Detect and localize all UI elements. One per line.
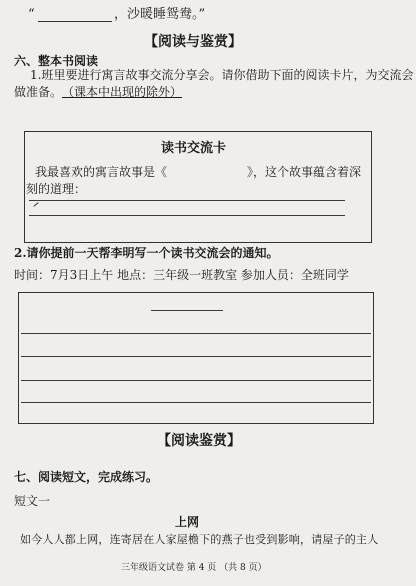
- section-6-title: 六、整本书阅读: [14, 54, 99, 68]
- article-title: 上网: [175, 515, 200, 529]
- poem-line: ，沙暖睡鸳鸯。”: [114, 7, 206, 22]
- open-quote: “: [28, 7, 35, 22]
- notice-line-1[interactable]: [21, 333, 371, 334]
- notice-info: 时间：7月3日上午 地点：三年级一班教室 参加人员：全班同学: [14, 268, 349, 282]
- notice-writing-box: [18, 292, 374, 424]
- favorite-story-blank[interactable]: [181, 165, 245, 178]
- section-header-reading-appreciation: 【阅读与鉴赏】: [144, 34, 242, 50]
- question-1-text: 1.班里要进行寓言故事交流分享会。请你借助下面的阅读卡片，为交流会: [30, 68, 414, 82]
- question-2-text: 2.请你提前一天帮李明写一个读书交流会的通知。: [14, 246, 279, 260]
- notice-line-2[interactable]: [21, 356, 371, 357]
- notice-line-3[interactable]: [21, 380, 371, 381]
- card-title: 读书交流卡: [161, 141, 227, 156]
- passage-label: 短文一: [14, 494, 51, 508]
- reading-exchange-card: [24, 131, 372, 243]
- card-answer-line-1[interactable]: [29, 200, 345, 201]
- question-1-text-cont: 做准备。: [14, 85, 63, 99]
- question-1-note: （课本中出现的除外）: [62, 85, 183, 99]
- section-header-reading: 【阅读鉴赏】: [157, 433, 241, 449]
- card-line-2: 刻的道理：: [26, 182, 87, 196]
- section-7-title: 七、阅读短文，完成练习。: [14, 470, 159, 484]
- card-line-1a: 我最喜欢的寓言故事是《: [35, 165, 168, 179]
- card-answer-line-2[interactable]: [29, 215, 345, 216]
- notice-title-line[interactable]: [151, 310, 223, 311]
- card-line-1b: 》，这个故事蕴含着深: [247, 165, 362, 179]
- poem-fill-blank[interactable]: [38, 8, 112, 22]
- page-footer: 三年级语文试卷 第 4 页 （共 8 页）: [121, 563, 267, 573]
- notice-line-4[interactable]: [21, 402, 371, 403]
- article-paragraph: 如今人人都上网，连寄居在人家屋檐下的燕子也受到影响，请屋子的主人: [20, 533, 379, 546]
